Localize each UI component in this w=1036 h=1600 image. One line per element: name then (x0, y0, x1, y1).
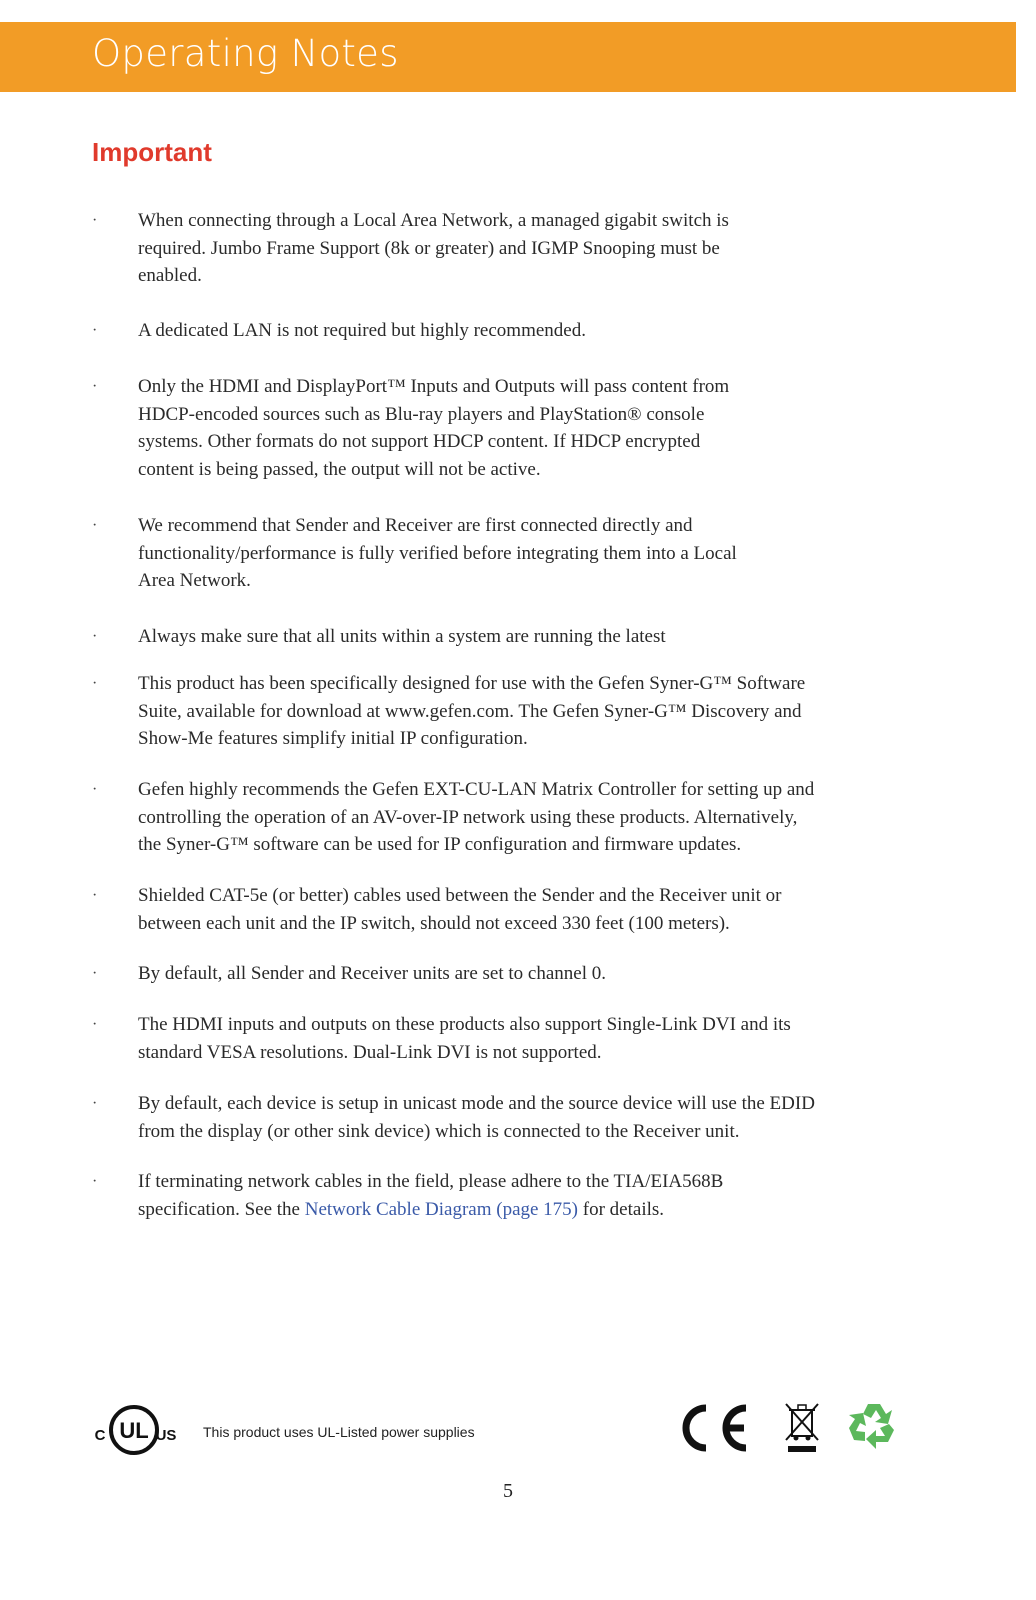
note-line: content is being passed, the output will not be active. (138, 458, 541, 480)
note-line-prefix: specification. See the (138, 1198, 305, 1220)
note-line: Show-Me features simplify initial IP configuration. (138, 728, 528, 750)
ul-c-text: C (94, 1427, 106, 1444)
section-heading-important: Important (92, 137, 212, 167)
note-item (92, 1168, 928, 1223)
note-item (92, 776, 928, 859)
note-line: The HDMI inputs and outputs on these products also support Single-Link DVI and its (138, 1014, 791, 1035)
recycle-icon (846, 1398, 902, 1454)
note-item (92, 512, 928, 595)
bullet-icon: · (92, 1095, 98, 1112)
bullet-icon: · (92, 675, 98, 692)
note-item (92, 1011, 928, 1066)
bullet-icon: · (92, 517, 98, 534)
note-line: Always make sure that all units within a system are running the latest (138, 626, 666, 647)
note-line: By default, all Sender and Receiver units are set to channel 0. (138, 963, 606, 984)
note-line: HDCP-encoded sources such as Blu-ray players and PlayStation® console (138, 403, 705, 425)
note-line: When connecting through a Local Area Network, a managed gigabit switch is (138, 210, 729, 231)
note-item (92, 960, 928, 988)
bullet-icon: · (92, 887, 98, 904)
ul-listed-caption: This product uses UL-Listed power supplies (203, 1424, 475, 1440)
note-line: By default, each device is setup in unicast mode and the source device will use the EDID (138, 1093, 815, 1114)
note-line: controlling the operation of an AV-over-IP network using these products. Alternatively, (138, 806, 798, 828)
note-item (92, 373, 928, 483)
bullet-icon: · (92, 378, 98, 395)
note-item (92, 882, 928, 937)
note-line: enabled. (138, 265, 202, 287)
ce-mark-icon (676, 1402, 750, 1454)
note-item (92, 1090, 928, 1145)
note-line: Only the HDMI and DisplayPort™ Inputs and Outputs will pass content from (138, 376, 730, 397)
note-line: Suite, available for download at www.gefen.com. The Gefen Syner-G™ Discovery and (138, 700, 802, 722)
note-line: Shielded CAT-5e (or better) cables used between the Sender and the Receiver unit or (138, 885, 782, 906)
note-line: systems. Other formats do not support HDCP content. If HDCP encrypted (138, 431, 701, 453)
note-line: This product has been specifically designed for use with the Gefen Syner-G™ Software (138, 673, 806, 694)
bullet-icon: · (92, 1016, 98, 1033)
note-item (92, 317, 928, 345)
page-title: Operating Notes (92, 32, 399, 75)
bullet-icon: · (92, 628, 98, 645)
note-line: Gefen highly recommends the Gefen EXT-CU-LAN Matrix Controller for setting up and (138, 779, 815, 800)
note-line: Area Network. (138, 570, 251, 592)
note-item (92, 670, 928, 753)
note-item (92, 207, 928, 290)
note-line: If terminating network cables in the field, please adhere to the TIA/EIA568B (138, 1171, 724, 1192)
bullet-icon: · (92, 1173, 98, 1190)
note-line: We recommend that Sender and Receiver are first connected directly and (138, 515, 693, 536)
bullet-icon: · (92, 212, 98, 229)
note-line: from the display (or other sink device) which is connected to the Receiver unit. (138, 1120, 740, 1142)
note-line: functionality/performance is fully verified before integrating them into a Local (138, 542, 737, 564)
note-item (92, 623, 928, 651)
note-line: the Syner-G™ software can be used for IP configuration and firmware updates. (138, 834, 742, 856)
weee-bin-icon (782, 1400, 822, 1454)
note-line: between each unit and the IP switch, should not exceed 330 feet (100 meters). (138, 912, 730, 934)
note-line: A dedicated LAN is not required but highly recommended. (138, 320, 586, 341)
bullet-icon: · (92, 965, 98, 982)
ul-mark-text: UL (119, 1418, 149, 1443)
note-line: required. Jumbo Frame Support (8k or greater) and IGMP Snooping must be (138, 237, 720, 259)
bullet-icon: · (92, 322, 98, 339)
note-line: standard VESA resolutions. Dual-Link DVI is not supported. (138, 1041, 602, 1063)
bullet-icon: · (92, 781, 98, 798)
note-line-suffix: for details. (578, 1198, 665, 1220)
ul-listed-logo (90, 1402, 178, 1458)
ul-us-text: US (155, 1427, 177, 1444)
network-cable-diagram-link[interactable]: Network Cable Diagram (page 175) (304, 1198, 579, 1220)
page-number: 5 (503, 1480, 513, 1502)
